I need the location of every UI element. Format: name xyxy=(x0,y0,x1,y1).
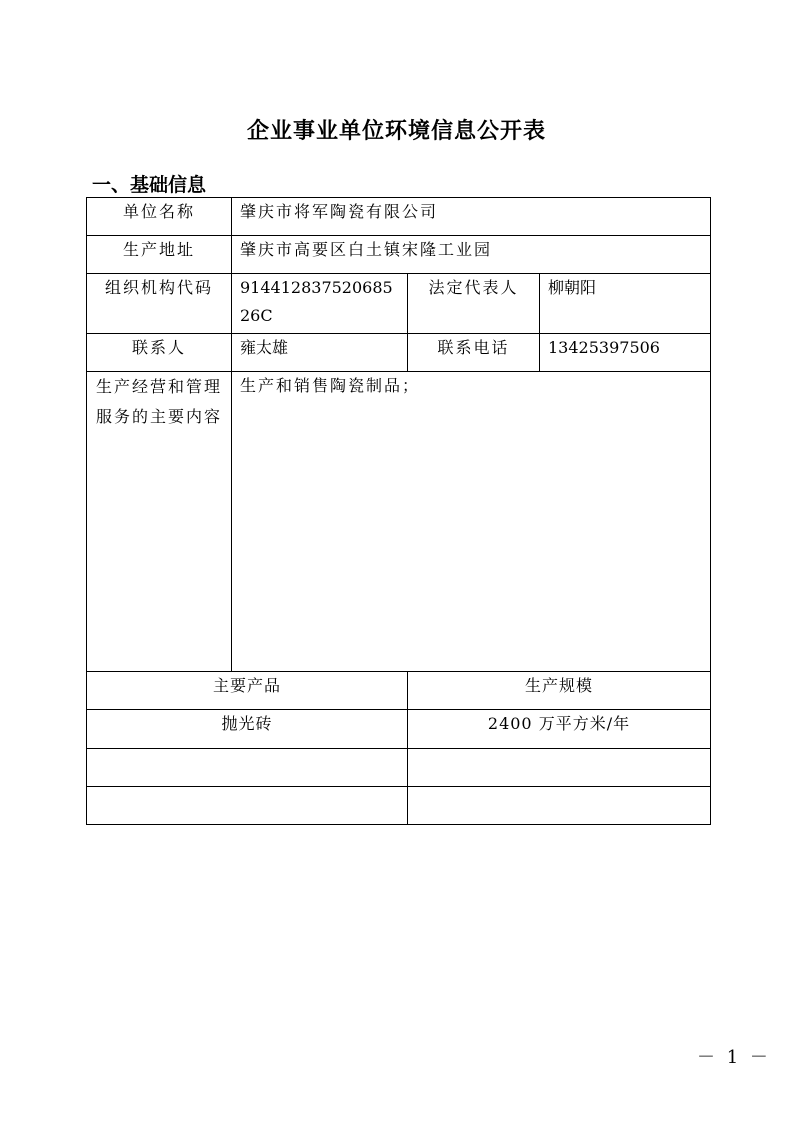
address-value: 肇庆市高要区白土镇宋隆工业园 xyxy=(232,236,711,274)
business-label: 生产经营和管理服务的主要内容 xyxy=(87,372,232,672)
page-number: － 1 － xyxy=(697,1047,771,1068)
product-cell xyxy=(87,787,408,825)
row-org-code xyxy=(87,274,711,334)
product-row xyxy=(87,749,711,787)
contact-label: 联系人 xyxy=(87,334,232,372)
row-contact xyxy=(87,334,711,372)
unit-name-value: 肇庆市将军陶瓷有限公司 xyxy=(232,198,711,236)
row-address xyxy=(87,236,711,274)
product-cell: 抛光砖 xyxy=(87,710,408,749)
scale-column-header: 生产规模 xyxy=(408,672,711,710)
address-label: 生产地址 xyxy=(87,236,232,274)
business-value: 生产和销售陶瓷制品； xyxy=(232,372,711,672)
product-row xyxy=(87,710,711,749)
section-heading: 一、基础信息 xyxy=(92,174,207,196)
scale-cell xyxy=(408,787,711,825)
legal-rep-value: 柳朝阳 xyxy=(540,274,711,334)
org-code-value: 91441283752068526C xyxy=(232,274,408,334)
phone-value: 13425397506 xyxy=(540,334,711,372)
org-code-label: 组织机构代码 xyxy=(87,274,232,334)
unit-name-label: 单位名称 xyxy=(87,198,232,236)
row-unit-name xyxy=(87,198,711,236)
product-column-header: 主要产品 xyxy=(87,672,408,710)
basic-info-table xyxy=(86,197,711,825)
legal-rep-label: 法定代表人 xyxy=(408,274,540,334)
phone-label: 联系电话 xyxy=(408,334,540,372)
products-header-row xyxy=(87,672,711,710)
scale-cell xyxy=(408,749,711,787)
contact-value: 雍太雄 xyxy=(232,334,408,372)
row-business xyxy=(87,372,711,672)
scale-cell: 2400 万平方米/年 xyxy=(408,710,711,749)
product-row xyxy=(87,787,711,825)
document-title: 企业事业单位环境信息公开表 xyxy=(246,118,546,144)
product-cell xyxy=(87,749,408,787)
